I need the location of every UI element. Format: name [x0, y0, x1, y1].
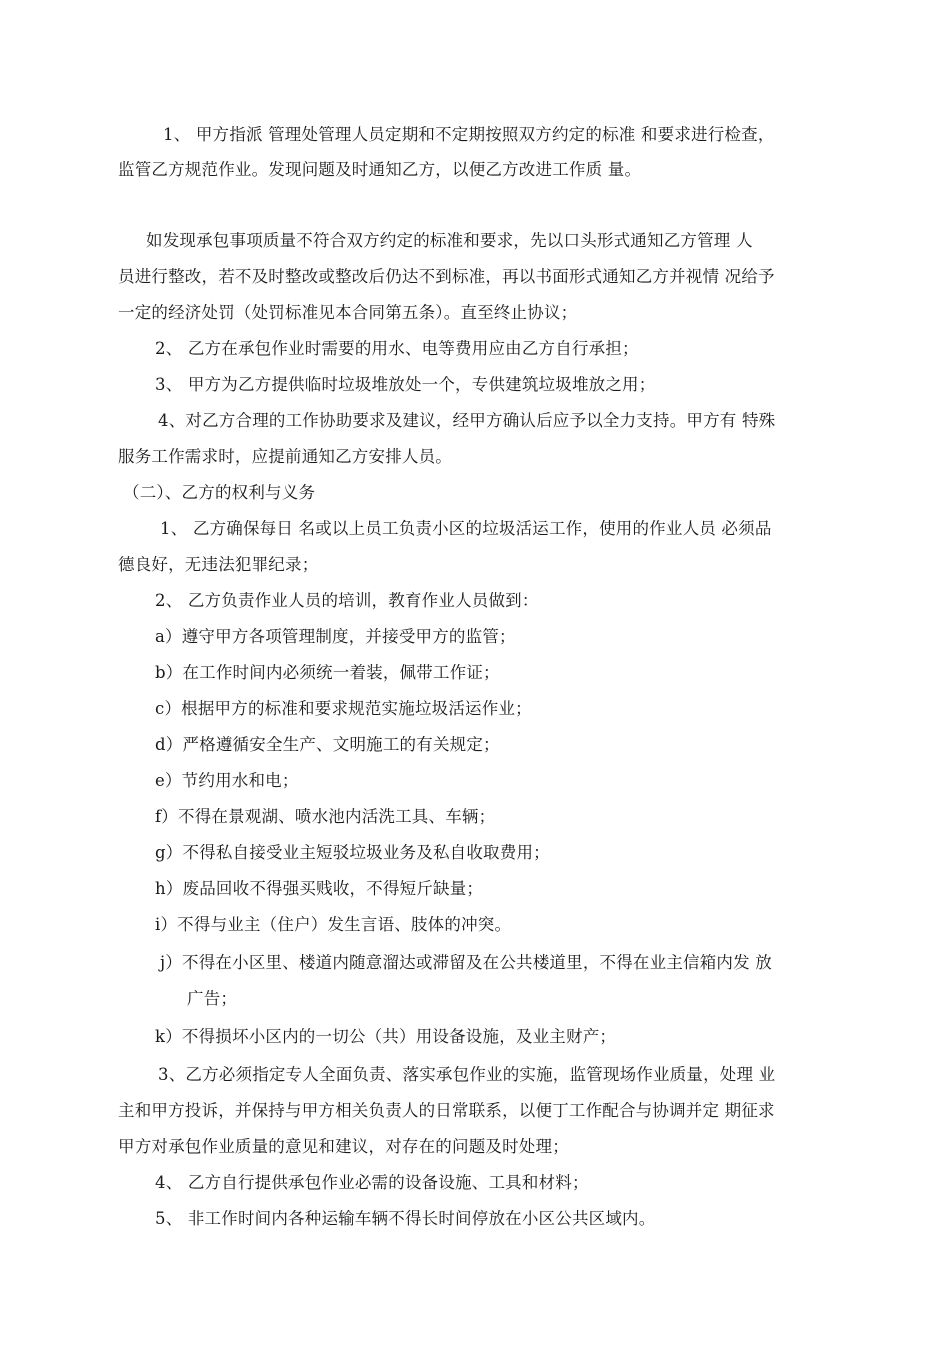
- list-item: d）严格遵循安全生产、文明施工的有关规定；: [155, 735, 500, 754]
- paragraph-line: 一定的经济处罚（处罚标准见本合同第五条）。直至终止协议；: [118, 303, 578, 322]
- list-item: h）废品回收不得强买贱收，不得短斤缺量；: [155, 879, 484, 898]
- paragraph-line: 主和甲方投诉，并保持与甲方相关负责人的日常联系，以便丁工作配合与协调并定 期征求: [118, 1101, 775, 1120]
- list-item: g）不得私自接受业主短驳垃圾业务及私自收取费用；: [155, 843, 550, 862]
- list-item: 4、对乙方合理的工作协助要求及建议，经甲方确认后应予以全力支持。甲方有 特殊: [158, 411, 776, 430]
- paragraph-line: 监管乙方规范作业。发现问题及时通知乙方，以便乙方改进工作质 量。: [118, 160, 642, 179]
- paragraph-line: 甲方对承包作业质量的意见和建议，对存在的问题及时处理；: [118, 1137, 569, 1156]
- list-item: 1、 乙方确保每日 名或以上员工负责小区的垃圾活运工作，使用的作业人员 必须品: [160, 519, 772, 538]
- list-item: f）不得在景观湖、喷水池内活洗工具、车辆；: [155, 807, 496, 826]
- list-item: k）不得损坏小区内的一切公（共）用设备设施，及业主财产；: [155, 1027, 617, 1046]
- list-item: i）不得与业主（住户）发生言语、肢体的冲突。: [155, 915, 512, 934]
- paragraph-line: 德良好，无违法犯罪纪录；: [118, 555, 319, 574]
- list-item: 5、 非工作时间内各种运输车辆不得长时间停放在小区公共区域内。: [155, 1209, 656, 1228]
- section-heading: （二）、乙方的权利与义务: [123, 483, 316, 502]
- list-item: a）遵守甲方各项管理制度，并接受甲方的监管；: [155, 627, 516, 646]
- paragraph-line: 员进行整改，若不及时整改或整改后仍达不到标准，再以书面形式通知乙方并视情 况给予: [118, 267, 775, 286]
- list-item: b）在工作时间内必须统一着装，佩带工作证；: [155, 663, 500, 682]
- paragraph-line: 1、 甲方指派 管理处管理人员定期和不定期按照双方约定的标准 和要求进行检查，: [163, 125, 775, 144]
- list-item: 2、 乙方在承包作业时需要的用水、电等费用应由乙方自行承担；: [155, 339, 639, 358]
- paragraph-line: 广告；: [187, 989, 238, 1008]
- paragraph-line: 如发现承包事项质量不符合双方约定的标准和要求，先以口头形式通知乙方管理 人: [146, 231, 753, 250]
- list-item: 3、 甲方为乙方提供临时垃圾堆放处一个，专供建筑垃圾堆放之用；: [155, 375, 656, 394]
- list-item: 2、 乙方负责作业人员的培训，教育作业人员做到：: [155, 591, 539, 610]
- list-item: j）不得在小区里、楼道内随意溜达或滞留及在公共楼道里，不得在业主信箱内发 放: [160, 953, 772, 972]
- list-item: e）节约用水和电；: [155, 771, 299, 790]
- paragraph-line: 服务工作需求时，应提前通知乙方安排人员。: [118, 447, 452, 466]
- list-item: c）根据甲方的标准和要求规范实施垃圾活运作业；: [155, 699, 532, 718]
- list-item: 3、乙方必须指定专人全面负责、落实承包作业的实施，监管现场作业质量，处理 业: [158, 1065, 776, 1084]
- list-item: 4、 乙方自行提供承包作业必需的设备设施、工具和材料；: [155, 1173, 589, 1192]
